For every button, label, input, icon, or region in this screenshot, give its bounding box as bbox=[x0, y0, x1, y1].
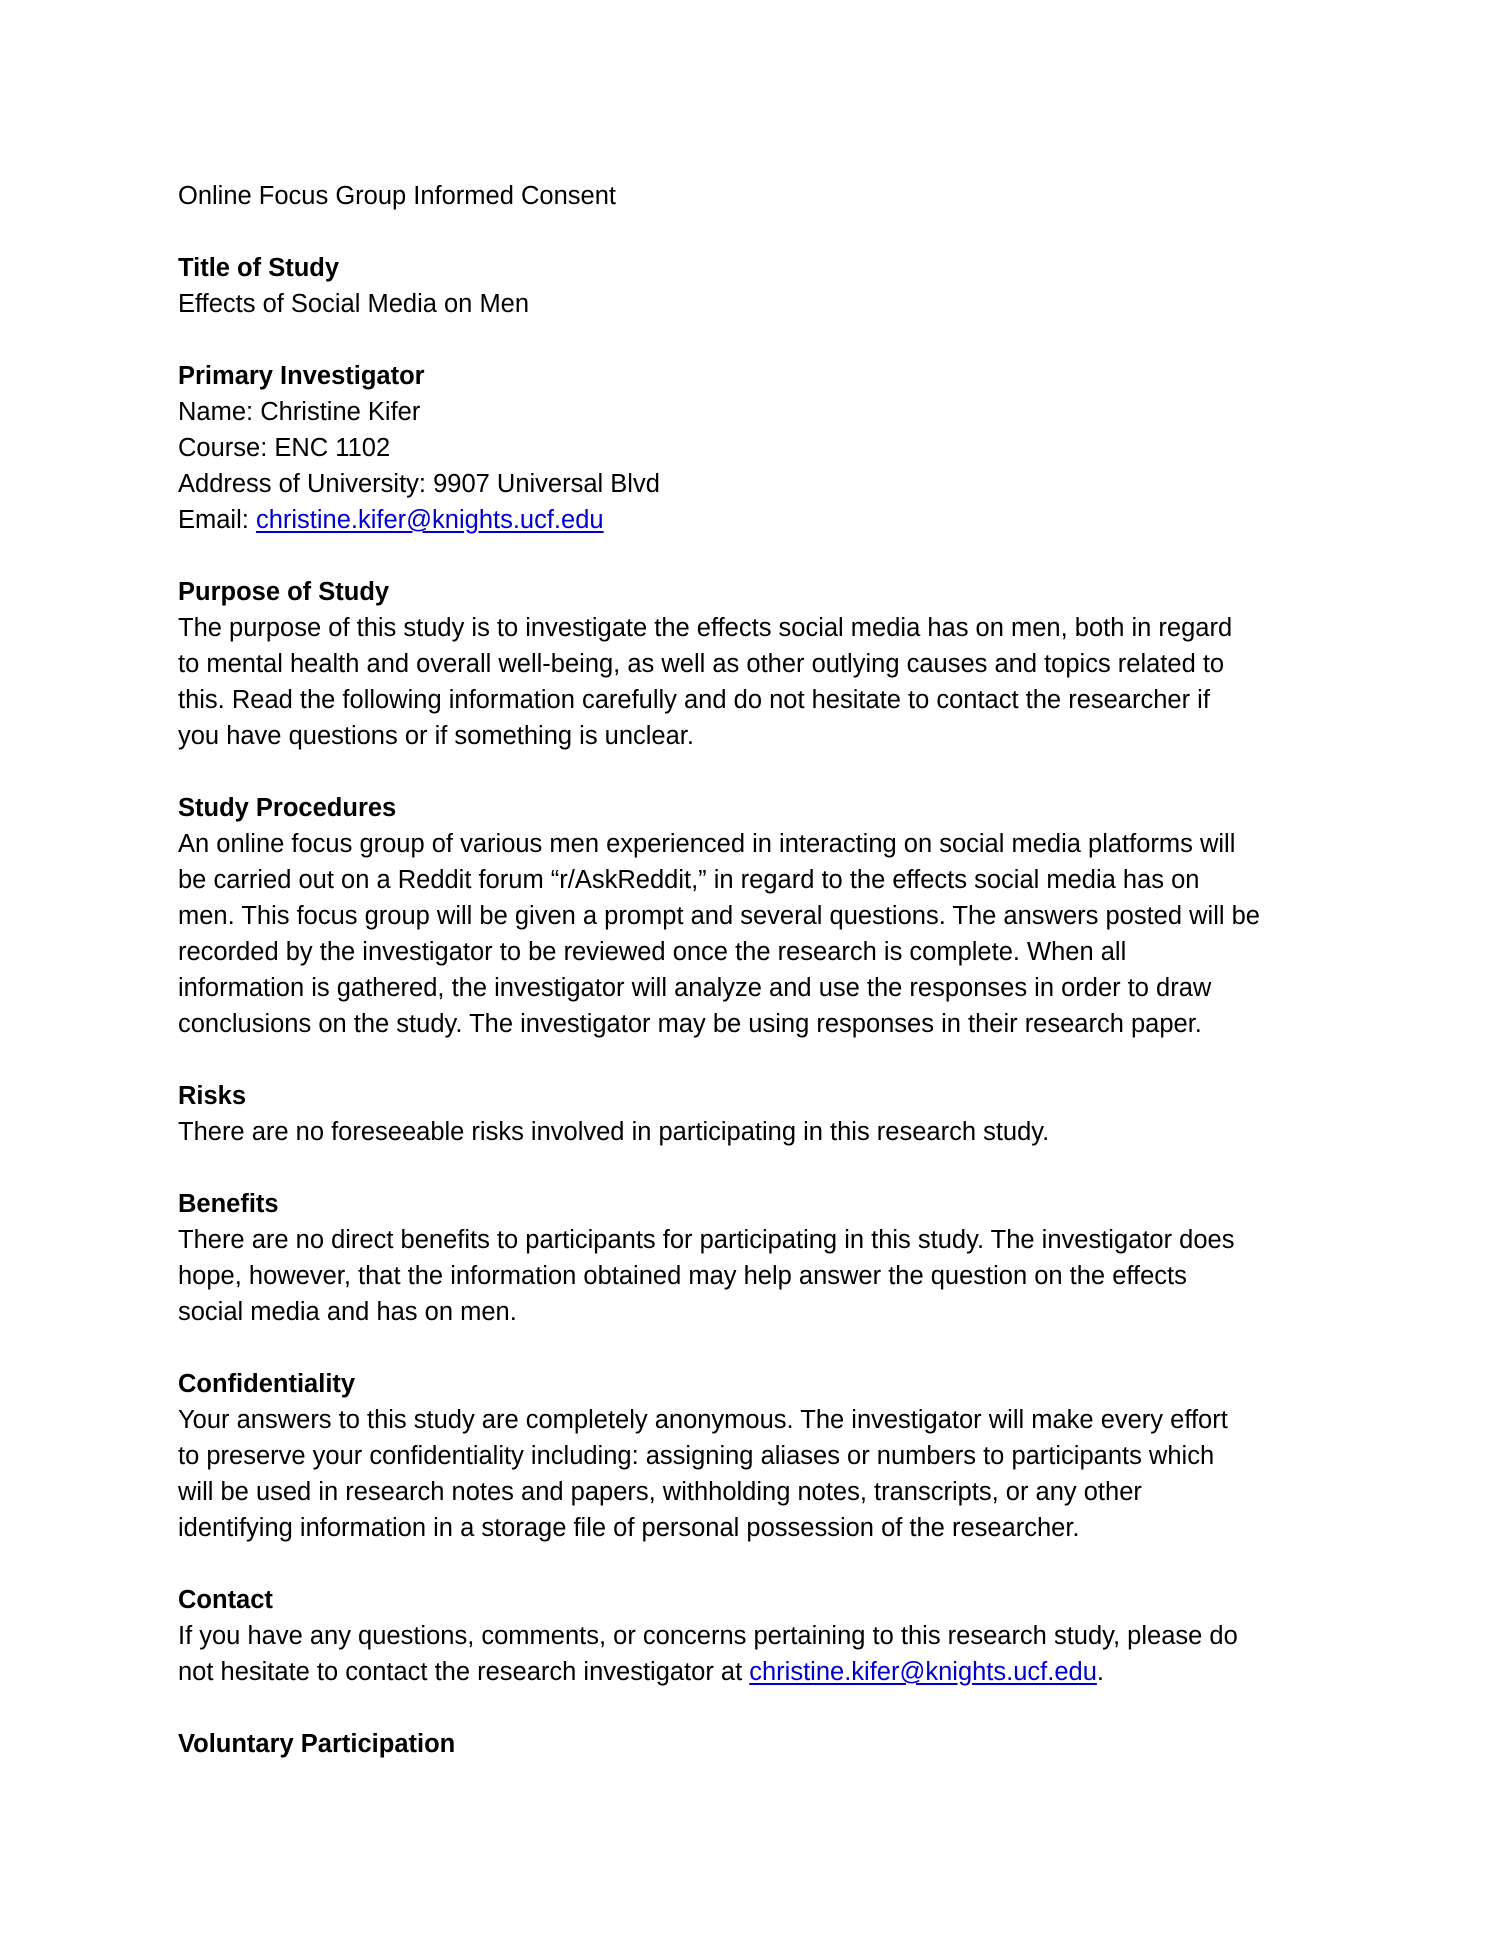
document-title: Online Focus Group Informed Consent bbox=[178, 182, 616, 210]
section-study-procedures bbox=[178, 790, 1328, 1042]
paragraph-line: you have questions or if something is unclear. bbox=[178, 722, 694, 750]
contact-email-link[interactable]: christine.kifer@knights.ucf.edu bbox=[749, 1658, 1097, 1686]
paragraph-line: An online focus group of various men experienced in interacting on social media platforms will bbox=[178, 830, 1236, 858]
investigator-email-line bbox=[178, 502, 1328, 538]
investigator-course: Course: ENC 1102 bbox=[178, 434, 391, 462]
paragraph-line: will be used in research notes and papers, withholding notes, transcripts, or any other bbox=[178, 1478, 1142, 1506]
section-heading: Confidentiality bbox=[178, 1370, 356, 1398]
paragraph-line: hope, however, that the information obtained may help answer the question on the effects bbox=[178, 1262, 1187, 1290]
paragraph-line: information is gathered, the investigator will analyze and use the responses in order to draw bbox=[178, 974, 1212, 1002]
spacer bbox=[178, 214, 1328, 250]
section-heading: Study Procedures bbox=[178, 794, 397, 822]
paragraph-line: There are no foreseeable risks involved in participating in this research study. bbox=[178, 1118, 1050, 1146]
section-heading: Contact bbox=[178, 1586, 273, 1614]
email-label: Email: bbox=[178, 506, 256, 534]
section-purpose bbox=[178, 574, 1328, 754]
paragraph-line: conclusions on the study. The investigator may be using responses in their research paper. bbox=[178, 1010, 1202, 1038]
section-title-of-study bbox=[178, 250, 1328, 322]
paragraph-line: to preserve your confidentiality including: assigning aliases or numbers to participants which bbox=[178, 1442, 1215, 1470]
paragraph-line: identifying information in a storage file of personal possession of the researcher. bbox=[178, 1514, 1080, 1542]
spacer bbox=[178, 1690, 1328, 1726]
contact-email-line bbox=[178, 1654, 1328, 1690]
paragraph-line: If you have any questions, comments, or concerns pertaining to this research study, please do bbox=[178, 1622, 1238, 1650]
spacer bbox=[178, 1330, 1328, 1366]
spacer bbox=[178, 322, 1328, 358]
section-confidentiality bbox=[178, 1366, 1328, 1546]
spacer bbox=[178, 754, 1328, 790]
paragraph-line: this. Read the following information carefully and do not hesitate to contact the researcher if bbox=[178, 686, 1210, 714]
paragraph-line: Your answers to this study are completely anonymous. The investigator will make every effort bbox=[178, 1406, 1228, 1434]
section-heading: Purpose of Study bbox=[178, 578, 390, 606]
section-risks bbox=[178, 1078, 1328, 1150]
paragraph-line: men. This focus group will be given a prompt and several questions. The answers posted will be bbox=[178, 902, 1260, 930]
investigator-name: Name: Christine Kifer bbox=[178, 398, 421, 426]
university-address: Address of University: 9907 Universal Blvd bbox=[178, 470, 660, 498]
contact-suffix: . bbox=[1096, 1658, 1104, 1686]
section-heading: Voluntary Participation bbox=[178, 1730, 456, 1758]
contact-prefix: not hesitate to contact the research investigator at bbox=[178, 1658, 750, 1686]
spacer bbox=[178, 1546, 1328, 1582]
section-heading: Risks bbox=[178, 1082, 247, 1110]
consent-document bbox=[178, 178, 1328, 1762]
paragraph-line: recorded by the investigator to be reviewed once the research is complete. When all bbox=[178, 938, 1127, 966]
section-heading: Primary Investigator bbox=[178, 362, 425, 390]
spacer bbox=[178, 1150, 1328, 1186]
section-contact bbox=[178, 1582, 1328, 1690]
section-primary-investigator bbox=[178, 358, 1328, 538]
paragraph-line: be carried out on a Reddit forum “r/AskReddit,” in regard to the effects social media has on bbox=[178, 866, 1200, 894]
investigator-email-link[interactable]: christine.kifer@knights.ucf.edu bbox=[255, 506, 604, 534]
paragraph-line: social media and has on men. bbox=[178, 1298, 517, 1326]
spacer bbox=[178, 1042, 1328, 1078]
section-voluntary-participation bbox=[178, 1726, 1328, 1762]
paragraph-line: to mental health and overall well-being, as well as other outlying causes and topics related to bbox=[178, 650, 1225, 678]
study-title: Effects of Social Media on Men bbox=[178, 290, 530, 318]
spacer bbox=[178, 538, 1328, 574]
section-benefits bbox=[178, 1186, 1328, 1330]
paragraph-line: There are no direct benefits to participants for participating in this study. The investigator does bbox=[178, 1226, 1235, 1254]
section-heading: Title of Study bbox=[178, 254, 340, 282]
paragraph-line: The purpose of this study is to investigate the effects social media has on men, both in regard bbox=[178, 614, 1233, 642]
section-heading: Benefits bbox=[178, 1190, 279, 1218]
